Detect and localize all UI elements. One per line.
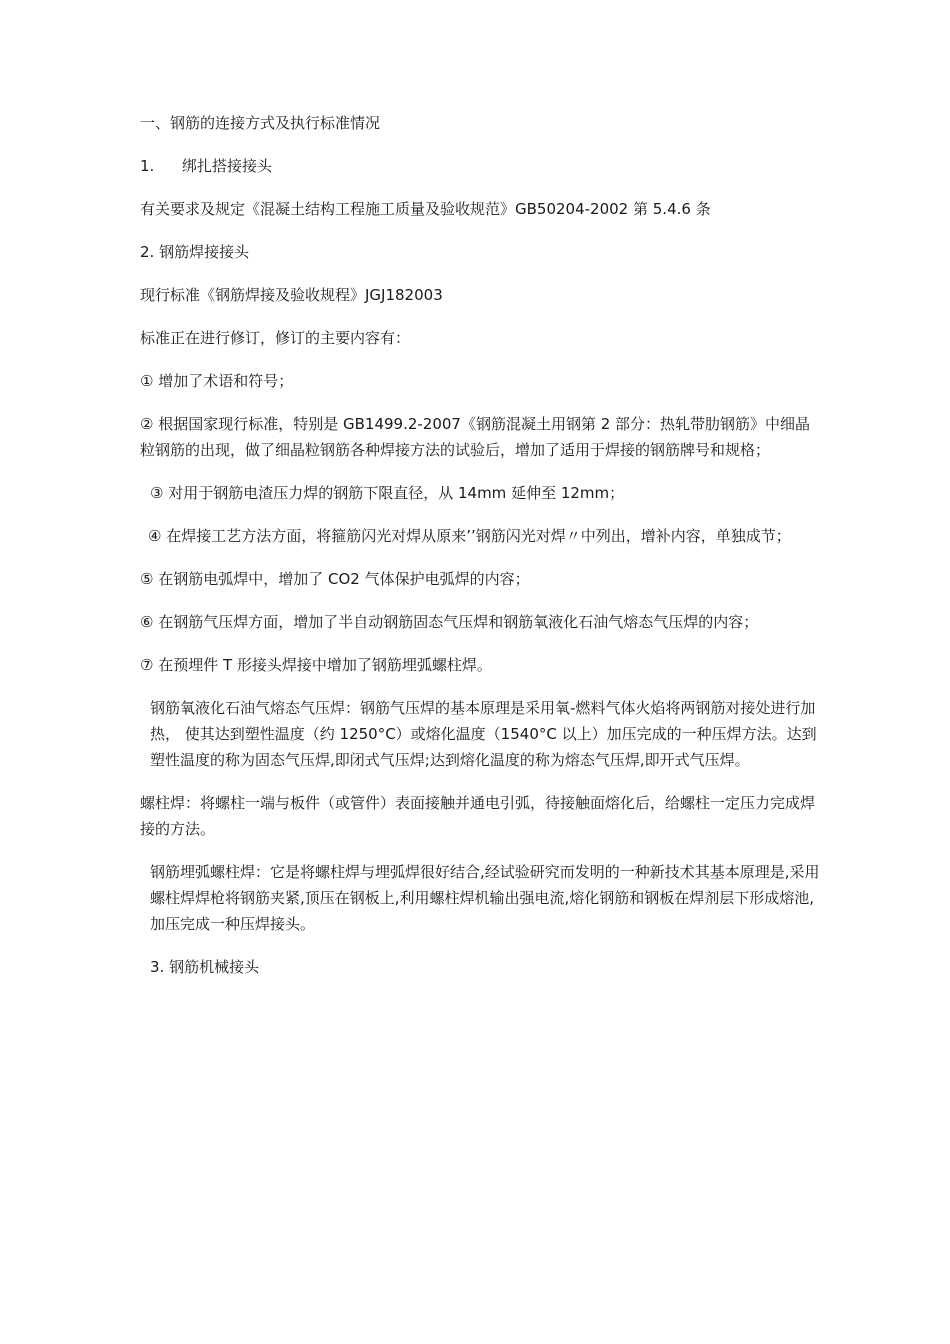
revision-item-5: ⑤ 在钢筋电弧焊中，增加了 CO2 气体保护电弧焊的内容；: [140, 570, 530, 588]
revision-item-1: ① 增加了术语和符号；: [140, 372, 294, 390]
item-3-heading: 3. 钢筋机械接头: [150, 958, 260, 976]
submerged-stud-weld-paragraph: 钢筋埋弧螺柱焊：它是将螺柱焊与埋弧焊很好结合,经试验研究而发明的一种新技术其基本原理是,采用螺柱焊焊枪将钢筋夹紧,顶压在钢板上,利用螺柱焊机输出强电流,熔化钢筋和钢板在焊剂层下形成熔池,加压完成一种压焊接头。: [150, 863, 820, 933]
revision-item-4: ④ 在焊接工艺方法方面，将箍筋闪光对焊从原来’’钢筋闪光对焊〃中列出，增补内容，单独成节；: [148, 527, 791, 545]
item-1-text: 有关要求及规定《混凝土结构工程施工质量及验收规范》GB50204-2002 第 5.4.6 条: [140, 200, 711, 218]
revision-item-7: ⑦ 在预埋件 T 形接头焊接中增加了钢筋埋弧螺柱焊。: [140, 656, 492, 674]
section-heading: 一、钢筋的连接方式及执行标准情况: [140, 114, 381, 132]
item-2-revision-intro: 标准正在进行修订，修订的主要内容有：: [140, 329, 411, 347]
item-2-standard: 现行标准《钢筋焊接及验收规程》JGJ182003: [140, 286, 443, 304]
item-1-title: 绑扎搭接接头: [182, 157, 273, 175]
item-1-heading: [140, 153, 825, 179]
item-2-heading: 2. 钢筋焊接接头: [140, 243, 250, 261]
item-1-number: 1.: [140, 157, 155, 175]
revision-item-6: ⑥ 在钢筋气压焊方面，增加了半自动钢筋固态气压焊和钢筋氧液化石油气熔态气压焊的内容；: [140, 613, 759, 631]
gas-pressure-weld-paragraph: 钢筋氧液化石油气熔态气压焊：钢筋气压焊的基本原理是采用氧-燃料气体火焰将两钢筋对接处进行加热， 使其达到塑性温度（约 1250°C）或熔化温度（1540°C 以上）加压完成的一种压焊方法。达到塑性温度的称为固态气压焊,即闭式气压焊;达到熔化温度的称为熔态气压焊,即开式气压焊。: [150, 699, 817, 769]
revision-item-2: ② 根据国家现行标准，特别是 GB1499.2-2007《钢筋混凝土用钢第 2 部分：热轧带肋钢筋》中细晶粒钢筋的出现，做了细晶粒钢筋各种焊接方法的试验后，增加了适用于焊接的钢筋牌号和规格；: [140, 415, 811, 459]
revision-item-3: ③ 对用于钢筋电渣压力焊的钢筋下限直径，从 14mm 延伸至 12mm；: [150, 484, 625, 502]
document-body: [140, 110, 825, 997]
stud-weld-paragraph: 螺柱焊：将螺柱一端与板件（或管件）表面接触并通电引弧，待接触面熔化后，给螺柱一定压力完成焊接的方法。: [140, 794, 816, 838]
